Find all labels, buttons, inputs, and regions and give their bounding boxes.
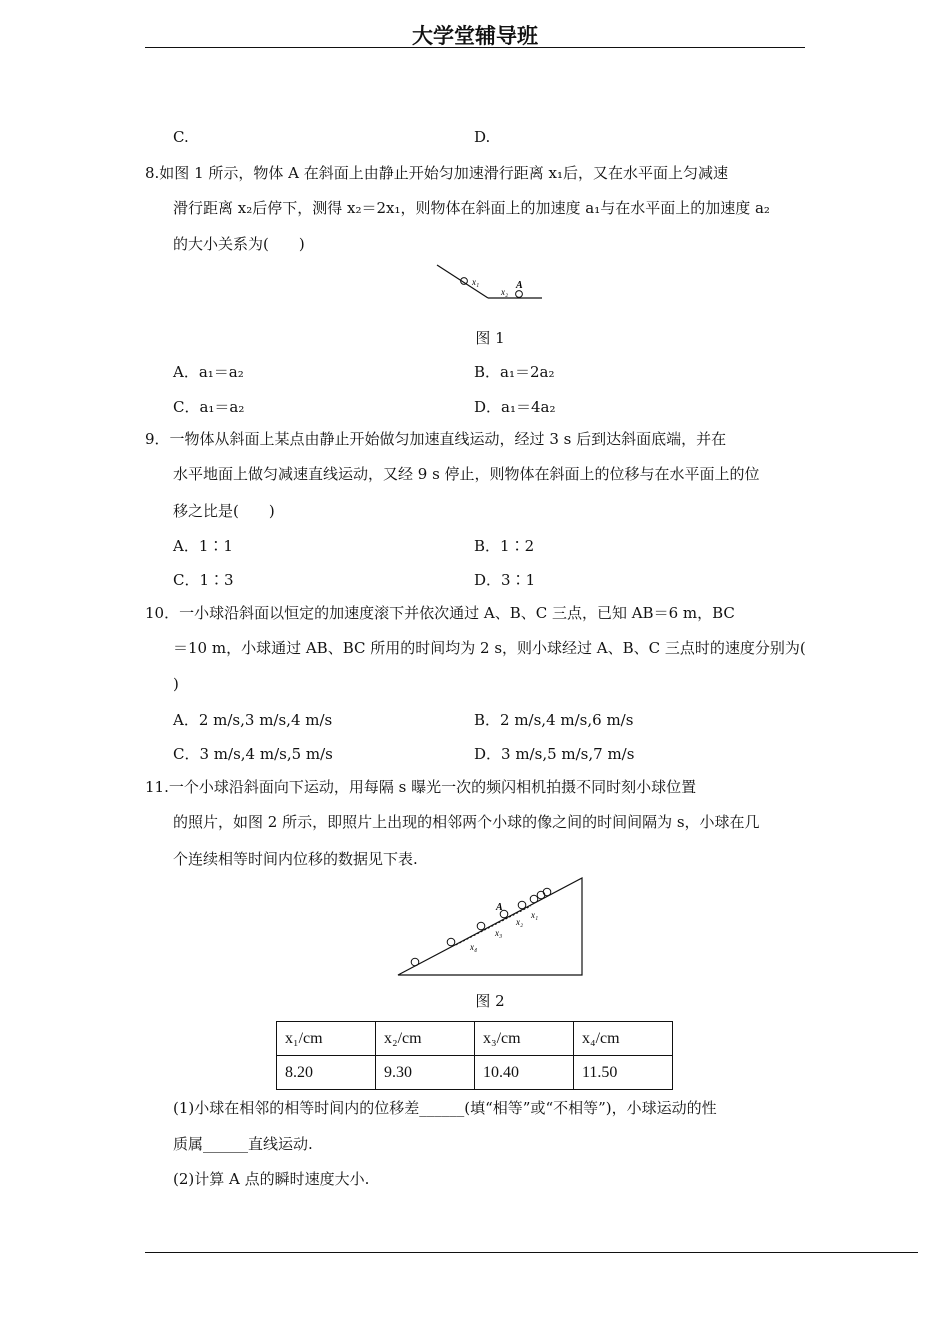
q11-stem-line-3: 个连续相等时间内位移的数据见下表. [173, 850, 418, 868]
incline-line [437, 265, 488, 298]
q9-option-a: A．1∶1 [173, 537, 233, 555]
header-rule [145, 47, 805, 48]
q9-option-c: C．1∶3 [173, 571, 234, 589]
q10-option-c: C．3 m/s,4 m/s,5 m/s [173, 745, 333, 763]
figure-2-label-x1: x₁ [531, 910, 539, 920]
q8-option-a: A．a₁＝a₂ [173, 363, 244, 381]
ball-image [518, 901, 526, 909]
q8-stem-line-3: 的大小关系为( ) [173, 235, 305, 253]
ball-image [477, 922, 485, 930]
table-cell: 8.20 [277, 1056, 376, 1090]
q7-option-d: D. [474, 128, 491, 146]
figure-1-caption: 图 1 [475, 329, 505, 347]
q11-sub1-line-1: (1)小球在相邻的相等时间内的位移差______(填“相等”或“不相等”)，小球运动的性 [173, 1099, 717, 1117]
figure-2-label-a: A [496, 902, 503, 913]
table-header-cell: x₂/cm [376, 1022, 475, 1056]
q9-option-d: D．3∶1 [474, 571, 536, 589]
q8-stem-line-1: 8.如图 1 所示，物体 A 在斜面上由静止开始匀加速滑行距离 x₁后，又在水平面上匀减速 [145, 164, 729, 182]
ball-image [447, 938, 455, 946]
q8-stem-line-2: 滑行距离 x₂后停下，测得 x₂＝2x₁，则物体在斜面上的加速度 a₁与在水平面上的加速度 a₂ [173, 199, 770, 217]
q8-option-b: B．a₁＝2a₂ [474, 363, 555, 381]
q10-option-d: D．3 m/s,5 m/s,7 m/s [474, 745, 635, 763]
table-header-cell: x₁/cm [277, 1022, 376, 1056]
table-cell: 10.40 [475, 1056, 574, 1090]
q9-stem-line-1: 9．一物体从斜面上某点由静止开始做匀加速直线运动，经过 3 s 后到达斜面底端，并在 [145, 430, 727, 448]
q11-stem-line-1: 11.一个小球沿斜面向下运动，用每隔 s 曝光一次的频闪相机拍摄不同时刻小球位置 [145, 778, 697, 796]
table-header-cell: x₄/cm [574, 1022, 673, 1056]
footer-rule [145, 1252, 918, 1253]
ball-image [543, 888, 551, 896]
table-row [277, 1056, 673, 1090]
figure-1-label-x1: x₁ [472, 277, 480, 287]
q11-stem-line-2: 的照片，如图 2 所示，即照片上出现的相邻两个小球的像之间的时间间隔为 s，小球在几 [173, 813, 760, 831]
q10-stem-line-3: ) [173, 675, 179, 693]
page-header-title: 大学堂辅导班 [412, 24, 538, 48]
displacement-table [276, 1021, 673, 1090]
table-cell: 9.30 [376, 1056, 475, 1090]
q11-sub1-line-2: 质属______直线运动. [173, 1135, 313, 1153]
figure-2-caption: 图 2 [475, 992, 505, 1010]
figure-2-label-x2: x₂ [516, 917, 524, 927]
q7-option-c: C. [173, 128, 189, 146]
figure-2-label-x4: x₄ [470, 942, 478, 952]
q9-stem-line-2: 水平地面上做匀减速直线运动，又经 9 s 停止，则物体在斜面上的位移与在水平面上的位 [173, 465, 760, 483]
q10-option-a: A．2 m/s,3 m/s,4 m/s [173, 711, 333, 729]
figure-1-label-x2: x₂ [501, 287, 509, 297]
q11-sub2: (2)计算 A 点的瞬时速度大小. [173, 1170, 370, 1188]
figure-2-incline-diagram [392, 874, 588, 980]
table-header-cell: x₃/cm [475, 1022, 574, 1056]
table-cell: 11.50 [574, 1056, 673, 1090]
figure-1-incline-diagram [430, 262, 550, 304]
q10-stem-line-1: 10．一小球沿斜面以恒定的加速度滚下并依次通过 A、B、C 三点，已知 AB＝6 m，BC [145, 604, 735, 622]
incline-triangle [398, 878, 582, 975]
q8-option-c: C．a₁＝a₂ [173, 398, 245, 416]
q10-option-b: B．2 m/s,4 m/s,6 m/s [474, 711, 634, 729]
q10-stem-line-2: ＝10 m，小球通过 AB、BC 所用的时间均为 2 s，则小球经过 A、B、C 三点时的速度分别为( [173, 639, 806, 657]
figure-1-label-a: A [516, 280, 523, 291]
ball-image [411, 958, 419, 966]
figure-2-label-x3: x₃ [495, 928, 503, 938]
ball-image [530, 895, 538, 903]
table-header-row [277, 1022, 673, 1056]
ball-on-ground [516, 291, 523, 298]
q9-option-b: B．1∶2 [474, 537, 535, 555]
q9-stem-line-3: 移之比是( ) [173, 502, 275, 520]
q8-option-d: D．a₁＝4a₂ [474, 398, 556, 416]
